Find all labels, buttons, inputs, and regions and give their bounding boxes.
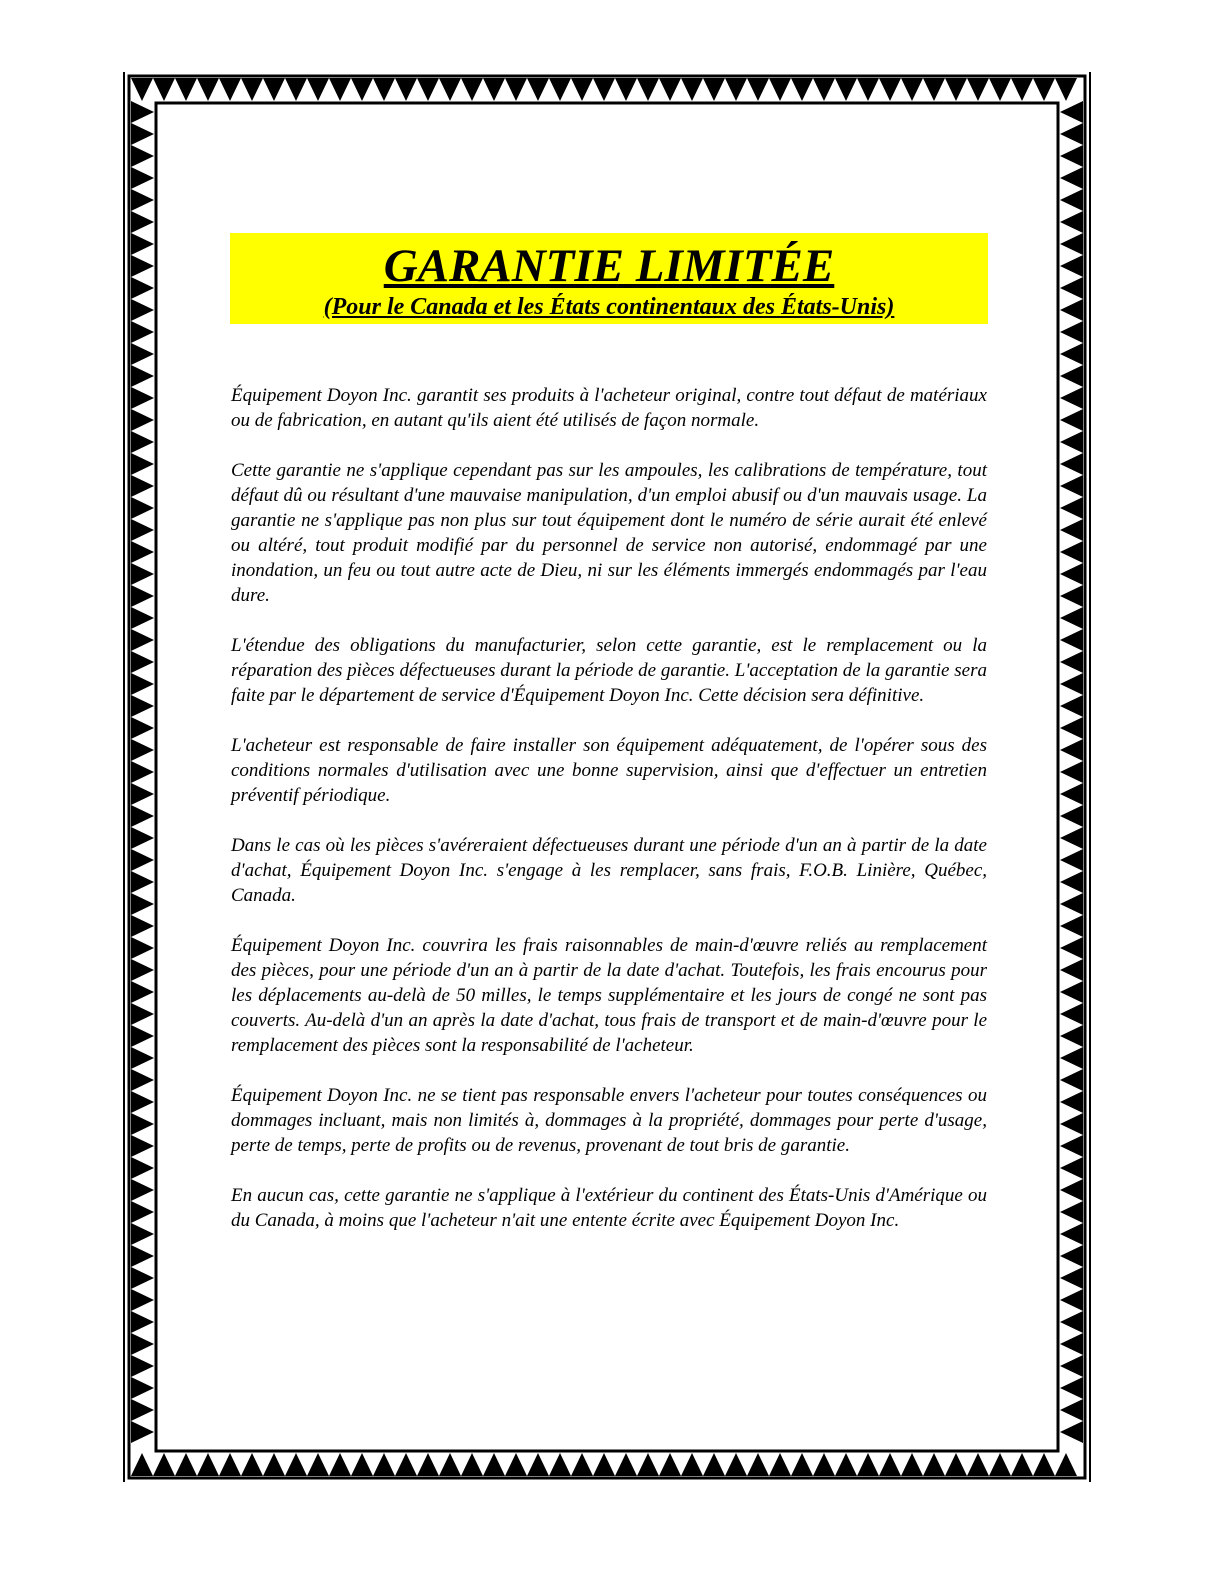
border-triangle <box>1060 1113 1083 1135</box>
border-triangle <box>131 739 154 761</box>
border-triangle <box>1060 827 1083 849</box>
border-triangle <box>175 1453 197 1476</box>
border-triangle <box>131 981 154 1003</box>
paragraph-2: Cette garantie ne s'applique cependant pas sur les ampoules, les calibrations de température, tout défaut dû ou résultant d'une mauvaise manipulation, d'un emploi abusif ou d'un mauvais usage. La garantie ne s'applique pas non plus sur tout équipement dont le numéro de série aurait été enlevé ou altéré, tout produit modifié par du personnel de service non autorisé, endommagé par une inondation, un feu ou tout autre acte de Dieu, ni sur les éléments immergés endommagés par l'eau dure. <box>231 460 987 606</box>
border-triangle <box>241 1453 263 1476</box>
border-triangle <box>1060 695 1083 717</box>
border-triangle <box>329 78 351 101</box>
border-triangle <box>131 255 154 277</box>
border-triangle <box>197 1453 219 1476</box>
border-triangle <box>1060 145 1083 167</box>
border-triangle <box>791 78 813 101</box>
border-triangle <box>1060 849 1083 871</box>
border-triangle <box>1060 1267 1083 1289</box>
border-triangle <box>131 1289 154 1311</box>
border-triangle <box>1060 299 1083 321</box>
border-triangle <box>131 541 154 563</box>
border-triangle <box>131 827 154 849</box>
border-triangle <box>263 78 285 101</box>
border-triangle <box>131 1113 154 1135</box>
border-triangle <box>219 78 241 101</box>
border-triangle <box>131 1047 154 1069</box>
border-triangle <box>1060 1355 1083 1377</box>
border-triangle <box>1055 78 1077 101</box>
border-triangle <box>1060 1157 1083 1179</box>
border-triangle <box>263 1453 285 1476</box>
border-triangle <box>791 1453 813 1476</box>
border-triangle <box>131 871 154 893</box>
border-triangle <box>1060 629 1083 651</box>
border-triangle <box>131 1421 154 1443</box>
border-triangle <box>1060 871 1083 893</box>
border-triangle <box>131 299 154 321</box>
border-triangle <box>1060 783 1083 805</box>
border-triangle <box>1060 607 1083 629</box>
border-triangle <box>131 101 154 123</box>
border-triangle <box>967 1453 989 1476</box>
border-triangle <box>131 1311 154 1333</box>
border-triangle <box>1060 1333 1083 1355</box>
border-triangle <box>615 78 637 101</box>
border-triangle <box>197 78 219 101</box>
border-triangle <box>131 695 154 717</box>
border-triangle <box>131 651 154 673</box>
border-triangle <box>857 78 879 101</box>
paragraph-1: Équipement Doyon Inc. garantit ses produits à l'acheteur original, contre tout défaut de matériaux ou de fabrication, en autant qu'ils aient été utilisés de façon normale. <box>231 385 987 431</box>
border-triangle <box>945 1453 967 1476</box>
border-triangle <box>1060 387 1083 409</box>
border-triangle <box>1060 1421 1083 1443</box>
border-triangle <box>307 1453 329 1476</box>
border-triangle <box>1060 277 1083 299</box>
border-triangle <box>549 78 571 101</box>
border-triangle <box>483 78 505 101</box>
border-triangle <box>131 1157 154 1179</box>
border-triangle <box>637 78 659 101</box>
border-triangle <box>703 1453 725 1476</box>
border-triangle <box>1060 519 1083 541</box>
border-triangle <box>285 78 307 101</box>
border-triangle <box>153 78 175 101</box>
border-triangle <box>923 78 945 101</box>
border-triangle <box>131 321 154 343</box>
border-triangle <box>307 78 329 101</box>
border-triangle <box>1060 673 1083 695</box>
border-triangle <box>131 475 154 497</box>
paragraph-8: En aucun cas, cette garantie ne s'applique à l'extérieur du continent des États-Unis d'Amérique ou du Canada, à moins que l'acheteur n'ait une entente écrite avec Équipement Doyon Inc. <box>231 1185 987 1231</box>
border-triangle <box>769 78 791 101</box>
border-triangle <box>1060 123 1083 145</box>
border-triangle <box>131 1091 154 1113</box>
border-triangle <box>131 189 154 211</box>
border-triangle <box>571 78 593 101</box>
border-triangle <box>131 1135 154 1157</box>
border-triangle <box>131 497 154 519</box>
border-triangle <box>131 959 154 981</box>
border-triangle <box>131 563 154 585</box>
border-triangle <box>131 277 154 299</box>
border-triangle <box>1060 1047 1083 1069</box>
border-triangle <box>1060 497 1083 519</box>
border-triangle <box>1060 805 1083 827</box>
border-triangle <box>1060 1377 1083 1399</box>
border-triangle <box>1060 981 1083 1003</box>
border-triangle <box>1060 431 1083 453</box>
border-triangle <box>527 78 549 101</box>
border-triangle <box>725 78 747 101</box>
border-triangle <box>1060 1311 1083 1333</box>
border-triangle <box>857 1453 879 1476</box>
border-triangle <box>395 1453 417 1476</box>
border-triangle <box>879 1453 901 1476</box>
border-triangle <box>131 1223 154 1245</box>
border-triangle <box>747 78 769 101</box>
border-triangle <box>1060 915 1083 937</box>
border-triangle <box>549 1453 571 1476</box>
border-triangle <box>417 78 439 101</box>
border-triangle <box>1060 101 1083 123</box>
border-triangle <box>1055 1453 1077 1476</box>
border-triangle <box>1060 563 1083 585</box>
border-triangle <box>1060 255 1083 277</box>
border-triangle <box>131 1453 153 1476</box>
border-triangle <box>131 167 154 189</box>
border-triangle <box>1011 78 1033 101</box>
border-triangle <box>417 1453 439 1476</box>
border-triangle <box>725 1453 747 1476</box>
border-triangle <box>637 1453 659 1476</box>
border-triangle <box>1060 167 1083 189</box>
paragraph-5: Dans le cas où les pièces s'avéreraient défectueuses durant une période d'un an à partir de la date d'achat, Équipement Doyon Inc. s'engage à les remplacer, sans frais, F.O.B. Linière, Québec, Canada. <box>231 835 987 906</box>
border-triangle <box>131 717 154 739</box>
page-subtitle: (Pour le Canada et les États continentaux des États-Unis) <box>323 294 895 320</box>
border-triangle <box>131 849 154 871</box>
border-triangle <box>131 893 154 915</box>
border-triangle <box>219 1453 241 1476</box>
border-triangle <box>439 78 461 101</box>
border-triangle <box>131 145 154 167</box>
border-triangle <box>131 519 154 541</box>
border-triangle <box>1060 1223 1083 1245</box>
border-triangle <box>131 761 154 783</box>
border-triangle <box>131 805 154 827</box>
border-triangle <box>1033 78 1055 101</box>
border-triangle <box>131 629 154 651</box>
border-triangle <box>835 78 857 101</box>
border-triangle <box>1033 1453 1055 1476</box>
border-triangle <box>901 78 923 101</box>
border-triangle <box>967 78 989 101</box>
border-triangle <box>131 1003 154 1025</box>
border-triangle <box>1060 1289 1083 1311</box>
border-triangle <box>131 387 154 409</box>
border-triangle <box>1060 1003 1083 1025</box>
border-triangle <box>1060 1091 1083 1113</box>
border-triangle <box>131 1355 154 1377</box>
border-triangle <box>989 78 1011 101</box>
border-triangle <box>1060 453 1083 475</box>
border-triangle <box>1060 893 1083 915</box>
border-triangle <box>659 78 681 101</box>
border-triangle <box>1011 1453 1033 1476</box>
border-triangle <box>571 1453 593 1476</box>
border-triangle <box>131 1399 154 1421</box>
border-triangle <box>1060 189 1083 211</box>
border-triangle <box>1060 211 1083 233</box>
border-triangle <box>153 1453 175 1476</box>
border-triangle <box>1060 343 1083 365</box>
border-triangle <box>131 1377 154 1399</box>
border-triangle <box>659 1453 681 1476</box>
border-triangle <box>131 365 154 387</box>
border-triangle <box>1060 1179 1083 1201</box>
border-triangle <box>131 453 154 475</box>
border-triangle <box>1060 541 1083 563</box>
border-triangle <box>1060 937 1083 959</box>
border-triangle <box>593 1453 615 1476</box>
border-triangle <box>395 78 417 101</box>
border-triangle <box>131 123 154 145</box>
border-triangle <box>131 607 154 629</box>
border-triangle <box>1060 1399 1083 1421</box>
border-triangle <box>131 409 154 431</box>
border-triangle <box>527 1453 549 1476</box>
border-triangle <box>373 1453 395 1476</box>
border-triangle <box>241 78 263 101</box>
paragraph-7: Équipement Doyon Inc. ne se tient pas responsable envers l'acheteur pour toutes conséquences ou dommages incluant, mais non limités à, dommages à la propriété, dommages pour perte d'usage, perte de temps, perte de profits ou de revenus, provenant de tout bris de garantie. <box>231 1085 987 1156</box>
border-triangle <box>1060 959 1083 981</box>
border-triangle <box>1060 1201 1083 1223</box>
border-triangle <box>1060 233 1083 255</box>
border-triangle <box>483 1453 505 1476</box>
warranty-body <box>231 383 987 1258</box>
border-triangle <box>131 343 154 365</box>
border-triangle <box>1060 409 1083 431</box>
border-triangle <box>1060 1025 1083 1047</box>
border-triangle <box>1060 1069 1083 1091</box>
border-triangle <box>131 783 154 805</box>
border-triangle <box>989 1453 1011 1476</box>
border-triangle <box>131 78 153 101</box>
border-triangle <box>131 211 154 233</box>
border-triangle <box>747 1453 769 1476</box>
border-triangle <box>461 1453 483 1476</box>
border-triangle <box>131 233 154 255</box>
border-triangle <box>439 1453 461 1476</box>
border-triangle <box>1060 1245 1083 1267</box>
page-title: GARANTIE LIMITÉE <box>383 240 835 292</box>
paragraph-3: L'étendue des obligations du manufacturier, selon cette garantie, est le remplacement ou la réparation des pièces défectueuses durant la période de garantie. L'acceptation de la garantie sera faite par le département de service d'Équipement Doyon Inc. Cette décision sera définitive. <box>231 635 987 706</box>
border-triangle <box>131 937 154 959</box>
border-triangle <box>351 1453 373 1476</box>
border-triangle <box>505 1453 527 1476</box>
border-triangle <box>1060 585 1083 607</box>
border-triangle <box>1060 1135 1083 1157</box>
border-triangle <box>351 78 373 101</box>
border-triangle <box>615 1453 637 1476</box>
border-triangle <box>681 1453 703 1476</box>
border-triangle <box>131 1201 154 1223</box>
border-triangle <box>1060 321 1083 343</box>
border-triangle <box>131 1333 154 1355</box>
border-triangle <box>329 1453 351 1476</box>
border-triangle <box>131 1069 154 1091</box>
border-triangle <box>131 673 154 695</box>
title-banner <box>230 233 988 324</box>
border-triangle <box>923 1453 945 1476</box>
border-triangle <box>1060 761 1083 783</box>
border-triangle <box>1060 475 1083 497</box>
border-triangle <box>131 585 154 607</box>
border-triangle <box>131 915 154 937</box>
border-triangle <box>373 78 395 101</box>
border-triangle <box>1060 717 1083 739</box>
border-triangle <box>681 78 703 101</box>
border-triangle <box>461 78 483 101</box>
border-triangle <box>593 78 615 101</box>
border-triangle <box>131 1267 154 1289</box>
border-triangle <box>813 1453 835 1476</box>
border-triangle <box>131 1245 154 1267</box>
paragraph-6: Équipement Doyon Inc. couvrira les frais raisonnables de main-d'œuvre reliés au remplacement des pièces, pour une période d'un an à partir de la date d'achat. Toutefois, les frais encourus pour les déplacements au-delà de 50 milles, le temps supplémentaire et les jours de congé ne sont pas couverts. Au-delà d'un an après la date d'achat, tous frais de transport et de main-d'œuvre pour le remplacement des pièces sont la responsabilité de l'acheteur. <box>231 935 987 1056</box>
border-triangle <box>1060 651 1083 673</box>
border-triangle <box>131 1179 154 1201</box>
border-triangle <box>901 1453 923 1476</box>
border-triangle <box>131 1025 154 1047</box>
border-triangle <box>769 1453 791 1476</box>
border-triangle <box>813 78 835 101</box>
border-triangle <box>835 1453 857 1476</box>
border-triangle <box>1060 365 1083 387</box>
border-triangle <box>703 78 725 101</box>
border-triangle <box>285 1453 307 1476</box>
border-triangle <box>131 431 154 453</box>
border-triangle <box>1060 739 1083 761</box>
paragraph-4: L'acheteur est responsable de faire installer son équipement adéquatement, de l'opérer sous des conditions normales d'utilisation avec une bonne supervision, ainsi que d'effectuer un entretien préventif périodique. <box>231 735 987 806</box>
border-triangle <box>505 78 527 101</box>
border-triangle <box>879 78 901 101</box>
border-triangle <box>175 78 197 101</box>
border-triangle <box>945 78 967 101</box>
